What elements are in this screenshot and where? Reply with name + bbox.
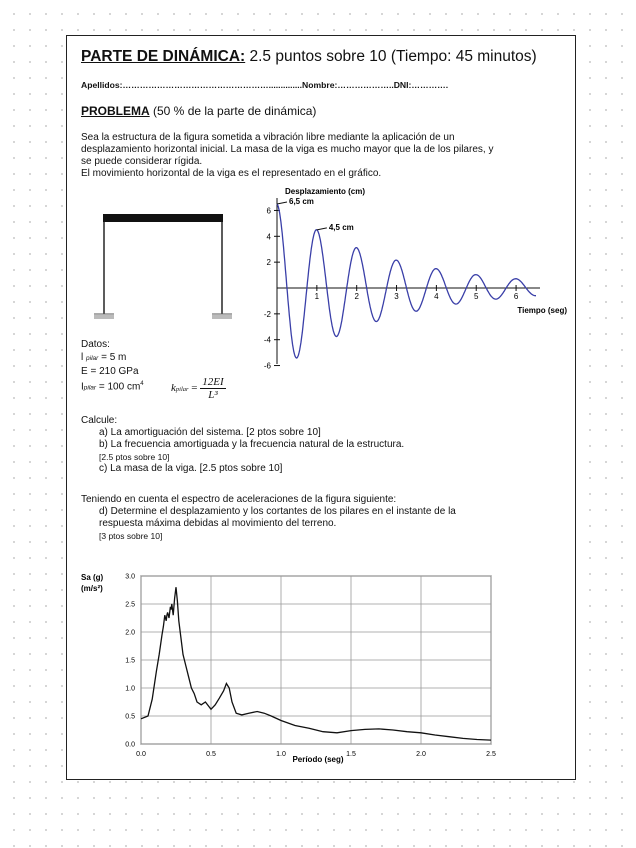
chart2-ylabel: Sa (g) xyxy=(81,573,104,582)
chart2-xtick-label: 1.5 xyxy=(346,751,356,758)
support-right xyxy=(212,314,232,319)
chart1-ytick-label: -2 xyxy=(263,309,271,319)
question-a: a) La amortiguación del sistema. [2 ptos sobre 10] xyxy=(99,427,321,438)
datos-length: l pilar = 5 m xyxy=(81,352,127,363)
calcule-block: Calcule: a) La amortiguación del sistema. [2 ptos sobre 10] b) La frecuencia amortiguada y la frecuencia natural de la estructura. [2.5 ptos sobre 10] c) La masa de la viga. [2.5 ptos sobre 10] xyxy=(81,415,405,474)
chart1-title: Desplazamiento (cm) xyxy=(285,187,366,196)
spectrum-curve xyxy=(141,587,491,740)
portal-frame-figure xyxy=(89,208,239,328)
chart1-axes xyxy=(277,198,540,364)
chart1-ytick-label: 4 xyxy=(266,232,271,242)
spectrum-block: Teniendo en cuenta el espectro de aceleraciones de la figura siguiente: d) Determine el desplazamiento y los cortantes de los pilares en el instante de la respuesta máxima debidas al movimiento del terreno. [3 ptos sobre 10] xyxy=(81,494,456,541)
svg-text:4,5 cm: 4,5 cm xyxy=(328,222,354,232)
chart2-ytick-label: 0.5 xyxy=(125,713,135,721)
chart2-ytick-label: 1.0 xyxy=(125,685,135,693)
chart1-xtick-label: 3 xyxy=(394,292,399,301)
annotation-peak-0 xyxy=(277,197,314,206)
chart1-ytick-label: -6 xyxy=(263,361,271,371)
chart2-ylabel-units: (m/s²) xyxy=(81,584,103,593)
chart2-ytick-label: 1.5 xyxy=(125,657,135,665)
chart2-xtick-label: 0.0 xyxy=(136,751,146,758)
displacement-chart xyxy=(247,184,572,374)
chart1-xtick-label: 2 xyxy=(354,292,359,301)
question-d: d) Determine el desplazamiento y los cortantes de los pilares en el instante de la xyxy=(99,506,456,517)
chart1-ytick-label: 6 xyxy=(266,206,271,216)
svg-text:6,5 cm: 6,5 cm xyxy=(289,197,314,206)
problem-statement: Sea la estructura de la figura sometida a vibración libre mediante la aplicación de un desplazamiento horizontal inicial. La masa de la viga es mucho mayor que la de los pilares, y se puede considerar rígida. El movimiento horizontal de la viga es el representado en el gráfico. xyxy=(81,132,494,179)
chart1-ytick-label: 2 xyxy=(266,258,271,268)
chart2-grid xyxy=(141,576,491,744)
question-c: c) La masa de la viga. [2.5 ptos sobre 10] xyxy=(99,463,283,474)
stiffness-formula: kpilar = $\frac{12EI}{\text{L³}}$ xyxy=(171,376,224,401)
chart2-xtick-label: 0.5 xyxy=(206,751,216,758)
chart2-ytick-label: 3.0 xyxy=(125,573,135,581)
section-title: PARTE DE DINÁMICA: 2.5 puntos sobre 10 (Tiempo: 45 minutos) xyxy=(81,48,537,65)
problem-heading: PROBLEMA (50 % de la parte de dinámica) xyxy=(81,104,317,118)
chart2-xtick-label: 2.5 xyxy=(486,751,496,758)
displacement-curve xyxy=(277,204,536,358)
spectrum-chart xyxy=(75,560,505,770)
chart1-xtick-label: 5 xyxy=(474,292,479,301)
annotation-peak-1 xyxy=(317,223,354,232)
chart1-xtick-label: 4 xyxy=(434,292,439,301)
chart2-ticks xyxy=(125,574,496,759)
exam-page xyxy=(66,35,576,780)
question-b-points: [2.5 ptos sobre 10] xyxy=(99,452,170,462)
datos-inertia: Ipilar = 100 $cm^4$ xyxy=(81,381,144,393)
chart2-ytick-label: 2.5 xyxy=(125,601,135,609)
chart1-xtick-label: 1 xyxy=(314,292,320,301)
student-info-line: Apellidos:……………………………………………..............Nombre:………………..DNI:…………. xyxy=(81,80,449,90)
chart2-xtick-label: 1.0 xyxy=(276,751,286,758)
datos-block: Datos: l pilar = 5 m E = 210 GPa Ipilar = 100 $cm^4$ xyxy=(81,339,144,393)
support-left xyxy=(94,314,114,319)
chart2-xtick-label: 2.0 xyxy=(416,751,426,758)
chart2-xlabel: Período (seg) xyxy=(292,755,344,764)
chart2-ytick-label: 0.0 xyxy=(125,741,135,749)
chart1-xlabel: Tiempo (seg) xyxy=(517,306,567,315)
chart2-ytick-label: 2.0 xyxy=(125,629,135,637)
datos-modulus: E = 210 GPa xyxy=(81,366,139,377)
question-b: b) La frecuencia amortiguada y la frecuencia natural de la estructura. xyxy=(99,439,405,450)
chart1-ytick-label: -4 xyxy=(263,335,271,345)
question-d-points: [3 ptos sobre 10] xyxy=(99,531,163,541)
chart1-xtick-label: 6 xyxy=(513,292,519,301)
rigid-beam xyxy=(103,214,223,222)
